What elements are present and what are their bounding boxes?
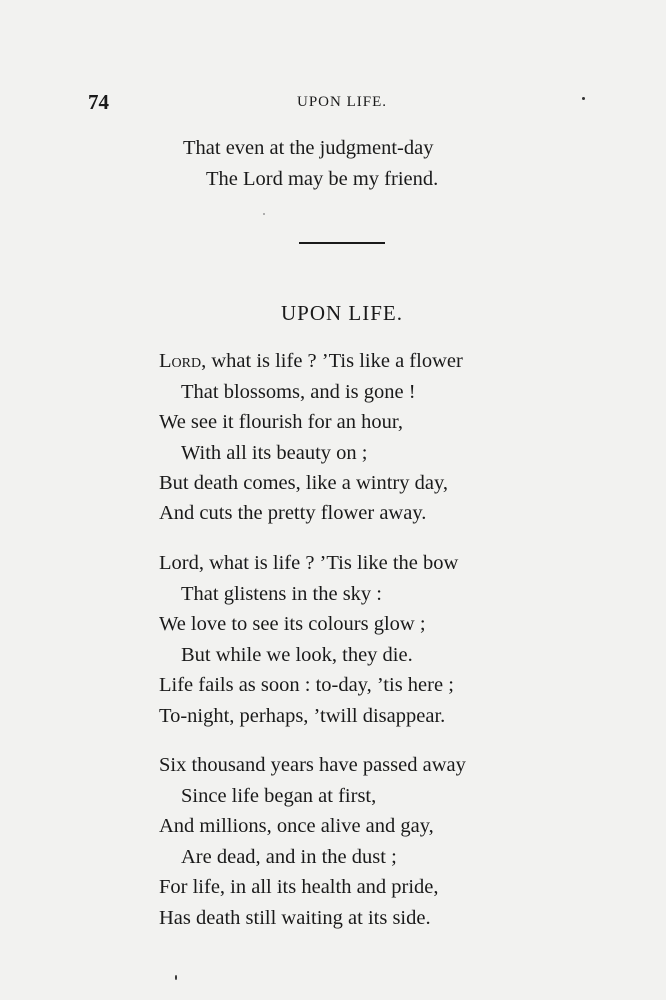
paper-speck <box>582 97 585 100</box>
poem-line: And cuts the pretty flower away. <box>159 502 427 524</box>
prev-poem-line: The Lord may be my friend. <box>206 168 439 190</box>
poem-line <box>159 351 463 372</box>
poem-line: We love to see its colours glow ; <box>159 613 426 635</box>
poem-line: Six thousand years have passed away <box>159 754 466 776</box>
poem-line: For life, in all its health and pride, <box>159 876 439 898</box>
section-divider-rule <box>299 242 385 244</box>
poem-line: That blossoms, and is gone ! <box>181 381 416 403</box>
poem-line: To-night, perhaps, ’twill disappear. <box>159 705 446 727</box>
poem-line: We see it flourish for an hour, <box>159 411 404 433</box>
poem-line: That glistens in the sky : <box>181 583 382 605</box>
poem-line: But death comes, like a wintry day, <box>159 472 449 494</box>
paper-speck <box>175 975 177 980</box>
poem-line: Lord, what is life ? ’Tis like the bow <box>159 552 459 574</box>
prev-poem-line: That even at the judgment-day <box>183 137 434 159</box>
paper-speck <box>263 213 265 215</box>
poem-line: Has death still waiting at its side. <box>159 907 431 929</box>
poem-line: And millions, once alive and gay, <box>159 815 434 837</box>
poem-line: But while we look, they die. <box>181 644 413 666</box>
page-number: 74 <box>88 90 109 114</box>
poem-line: Since life began at first, <box>181 785 377 807</box>
poem-title: UPON LIFE. <box>280 301 403 325</box>
poem-line: With all its beauty on ; <box>181 442 368 464</box>
first-word-smallcaps: Lord <box>159 350 202 372</box>
poem-line-text: , what is life ? ’Tis like a flower <box>201 350 463 372</box>
running-head: UPON LIFE. <box>296 94 387 110</box>
poem-line: Life fails as soon : to-day, ’tis here ; <box>159 674 454 696</box>
poem-line: Are dead, and in the dust ; <box>181 846 397 868</box>
